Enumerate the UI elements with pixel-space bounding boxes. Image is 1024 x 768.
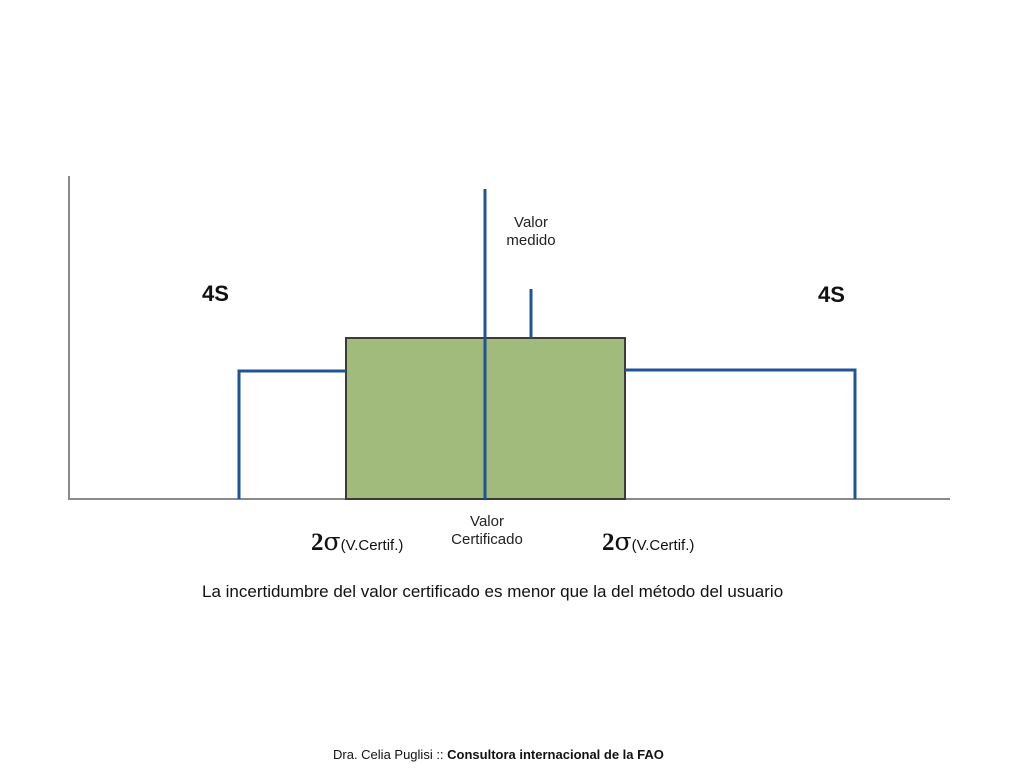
certified-value-label-line2: Certificado (451, 531, 523, 548)
diagram-caption: La incertidumbre del valor certificado es menor que la del método del usuario (202, 582, 784, 601)
two-sigma-right-number: 2 (602, 529, 615, 556)
four-s-left-label: 4S (202, 281, 229, 306)
four-s-right-label: 4S (818, 282, 845, 307)
user-method-bracket-left (239, 371, 346, 499)
two-sigma-right-label (602, 527, 694, 557)
two-sigma-left-number: 2 (311, 529, 324, 556)
footer-credit (333, 747, 664, 762)
measured-value-label-line2: medido (506, 232, 556, 249)
two-sigma-left-subscript: (V.Certif.) (340, 537, 404, 554)
footer-author: Dra. Celia Puglisi :: (333, 747, 448, 762)
two-sigma-right-subscript: (V.Certif.) (631, 537, 695, 554)
measured-value-label (500, 214, 562, 250)
user-method-bracket-right (625, 370, 855, 499)
sigma-left-symbol: σ (323, 527, 341, 556)
two-sigma-left-label (311, 527, 403, 557)
footer-organization: Consultora internacional de la FAO (447, 747, 664, 762)
measured-value-label-line1: Valor (514, 214, 548, 231)
certified-value-label-line1: Valor (470, 513, 504, 530)
sigma-right-symbol: σ (614, 527, 632, 556)
certified-value-label (440, 513, 534, 549)
